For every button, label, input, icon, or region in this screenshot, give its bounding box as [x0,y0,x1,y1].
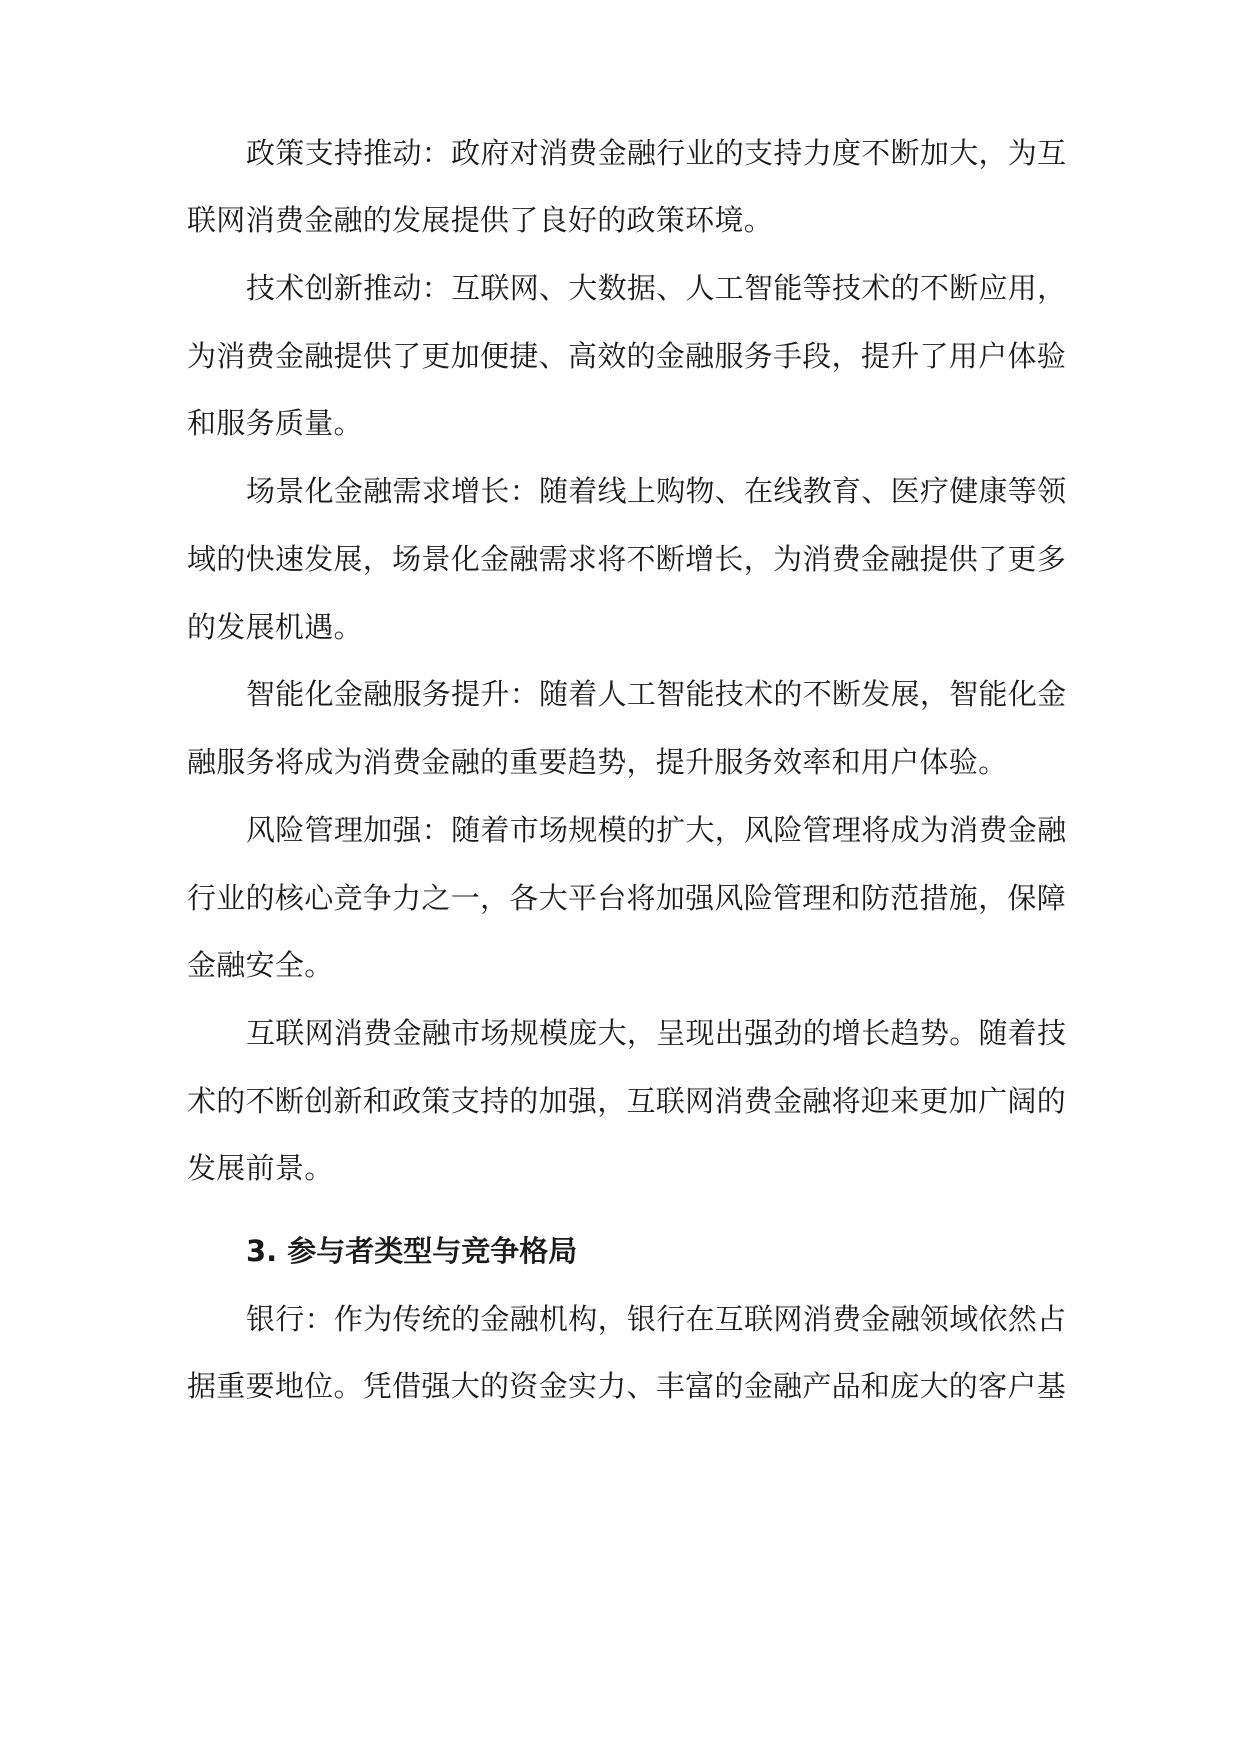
paragraph-line: 行业的核心竞争力之一，各大平台将加强风险管理和防范措施，保障 [187,881,1067,915]
paragraph-line: 金融安全。 [187,948,334,982]
paragraph-line: 银行：作为传统的金融机构，银行在互联网消费金融领域依然占 [246,1302,1067,1336]
paragraph-line: 场景化金融需求增长：随着线上购物、在线教育、医疗健康等领 [246,474,1067,508]
paragraph-line: 融服务将成为消费金融的重要趋势，提升服务效率和用户体验。 [187,745,1008,779]
paragraph-line: 发展前景。 [187,1151,334,1185]
paragraph-line: 互联网消费金融市场规模庞大，呈现出强劲的增长趋势。随着技 [246,1016,1067,1050]
paragraph-line: 政策支持推动：政府对消费金融行业的支持力度不断加大，为互 [246,136,1067,170]
paragraph-line: 据重要地位。凭借强大的资金实力、丰富的金融产品和庞大的客户基 [187,1369,1067,1403]
paragraph-line: 风险管理加强：随着市场规模的扩大，风险管理将成为消费金融 [246,813,1067,847]
paragraph-line: 的发展机遇。 [187,610,363,644]
paragraph-line: 和服务质量。 [187,406,363,440]
paragraph-line: 技术创新推动：互联网、大数据、人工智能等技术的不断应用， [246,271,1067,305]
paragraph-line: 联网消费金融的发展提供了良好的政策环境。 [187,203,774,237]
paragraph-line: 域的快速发展，场景化金融需求将不断增长，为消费金融提供了更多 [187,542,1067,576]
section-heading: 3. 参与者类型与竞争格局 [246,1234,578,1268]
paragraph-line: 术的不断创新和政策支持的加强，互联网消费金融将迎来更加广阔的 [187,1084,1067,1118]
paragraph-line: 智能化金融服务提升：随着人工智能技术的不断发展，智能化金 [246,677,1067,711]
paragraph-line: 为消费金融提供了更加便捷、高效的金融服务手段，提升了用户体验 [187,339,1067,373]
